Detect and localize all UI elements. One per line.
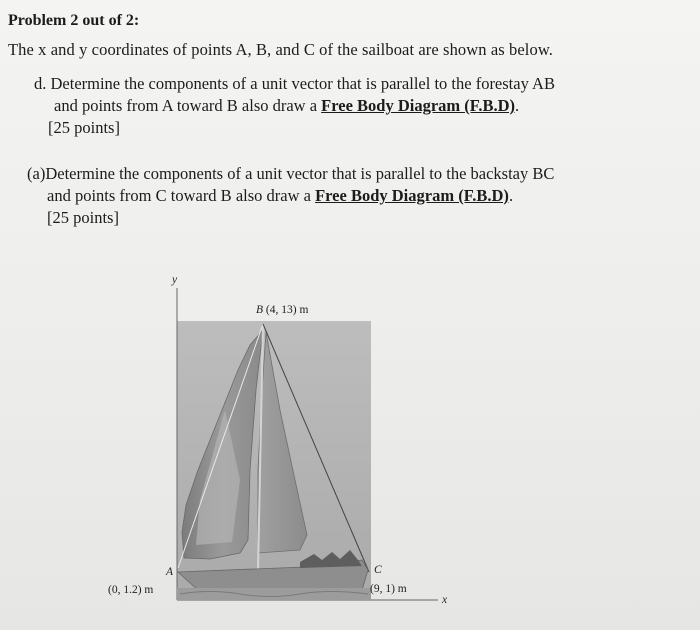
question-d [34,73,555,139]
point-a-coords: (0, 1.2) m [108,584,154,596]
sailboat-diagram [100,270,460,610]
point-b-label: B (4, 13) m [256,304,309,316]
question-a-period: . [508,186,514,205]
problem-title: Problem 2 out of 2: [8,12,140,29]
problem-intro: The x and y coordinates of points A, B, and C of the sailboat are shown as below. [8,40,554,59]
question-a-line2: and points from C toward B also draw a [47,186,311,205]
question-d-marker: d. [34,74,47,93]
water [177,588,371,600]
question-d-period: . [515,96,520,115]
point-c-name: C [374,564,382,576]
question-d-fbd-link: Free Body Diagram (F.B.D) [321,96,516,115]
point-a-name: A [166,566,174,578]
question-a [27,163,554,229]
x-axis-label: x [442,594,448,606]
question-a-marker: (a) [27,164,46,183]
question-d-line1: Determine the components of a unit vector that is parallel to the forestay AB [50,74,555,93]
sailboat-figure [100,270,460,610]
question-a-fbd-link: Free Body Diagram (F.B.D) [315,186,509,205]
question-a-line1: Determine the components of a unit vector that is parallel to the backstay BC [45,164,555,183]
y-axis-label: y [172,274,178,286]
question-d-line2: and points from A toward B also draw a [54,96,318,115]
question-a-points: [25 points] [47,208,119,227]
question-d-points: [25 points] [48,118,120,137]
point-c-coords: (9, 1) m [370,583,407,595]
